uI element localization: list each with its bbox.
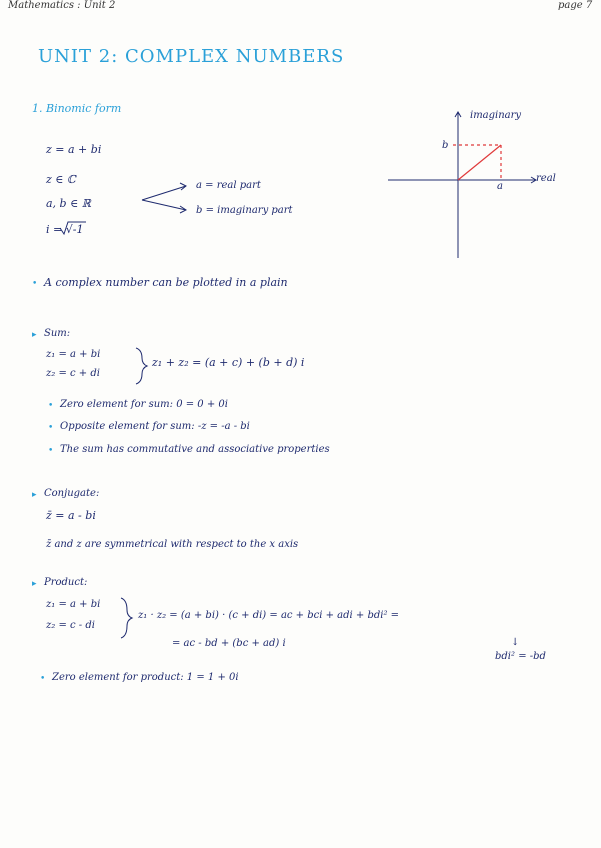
page-header-left: Mathematics : Unit 2 (8, 0, 116, 11)
product-line2: = ac - bd + (bc + ad) i (172, 638, 286, 649)
bullet-icon: • (48, 423, 54, 433)
imaginary-axis-label: imaginary (470, 110, 522, 121)
section-binomic-heading: 1. Binomic form (32, 102, 122, 115)
real-axis-label: real (536, 173, 556, 184)
page-title: UNIT 2: COMPLEX NUMBERS (38, 46, 345, 67)
conjugate-formula: z̄ = a - bi (46, 509, 96, 522)
binomic-formula: z = a + bi (46, 143, 102, 156)
product-line1: z₁ · z₂ = (a + bi) · (c + di) = ac + bci + adi + bdi² = (138, 610, 400, 621)
page-number: page 7 (558, 0, 593, 11)
sum-item: Opposite element for sum: -z = -a - bi (60, 421, 250, 432)
product-z2: z₂ = c - di (46, 620, 95, 631)
ab-in-reals: a, b ∈ ℝ (46, 197, 91, 210)
bullet-icon: • (32, 279, 38, 289)
sum-item: Zero element for sum: 0 = 0 + 0i (60, 399, 228, 410)
plot-note: A complex number can be plotted in a plain (44, 276, 288, 289)
real-part-label: a = real part (196, 180, 261, 191)
sum-heading: Sum: (44, 328, 71, 339)
product-z1: z₁ = a + bi (46, 599, 101, 610)
triangle-bullet-icon: ▸ (32, 330, 37, 340)
z-in-complex: z ∈ ℂ (46, 173, 76, 186)
sum-result: z₁ + z₂ = (a + c) + (b + d) i (152, 356, 305, 369)
sum-brace (136, 348, 147, 384)
conjugate-heading: Conjugate: (44, 488, 100, 499)
triangle-bullet-icon: ▸ (32, 579, 37, 589)
arrow-to-imaginary-part (142, 200, 186, 210)
sum-z1: z₁ = a + bi (46, 349, 101, 360)
bullet-icon: • (48, 401, 54, 411)
bullet-icon: • (48, 446, 54, 456)
point-a-label: a (497, 181, 503, 192)
sqrt-sign (60, 222, 86, 234)
complex-plane (388, 112, 536, 258)
product-zero-element: Zero element for product: 1 = 1 + 0i (52, 672, 239, 683)
product-heading: Product: (44, 577, 88, 588)
imaginary-part-label: b = imaginary part (196, 205, 293, 216)
bullet-icon: • (40, 674, 46, 684)
sum-z2: z₂ = c + di (46, 368, 100, 379)
conjugate-note: z̄ and z are symmetrical with respect to the x axis (46, 539, 299, 550)
product-brace (121, 598, 132, 638)
down-arrow-icon: ↓ (511, 637, 520, 648)
arrow-to-real-part (142, 186, 186, 200)
point-b-label: b (442, 140, 449, 151)
complex-vector (458, 145, 501, 180)
triangle-bullet-icon: ▸ (32, 490, 37, 500)
product-side-note: bdi² = -bd (495, 651, 546, 662)
sum-item: The sum has commutative and associative properties (60, 444, 330, 455)
i-definition: i = √-1 (46, 223, 84, 236)
